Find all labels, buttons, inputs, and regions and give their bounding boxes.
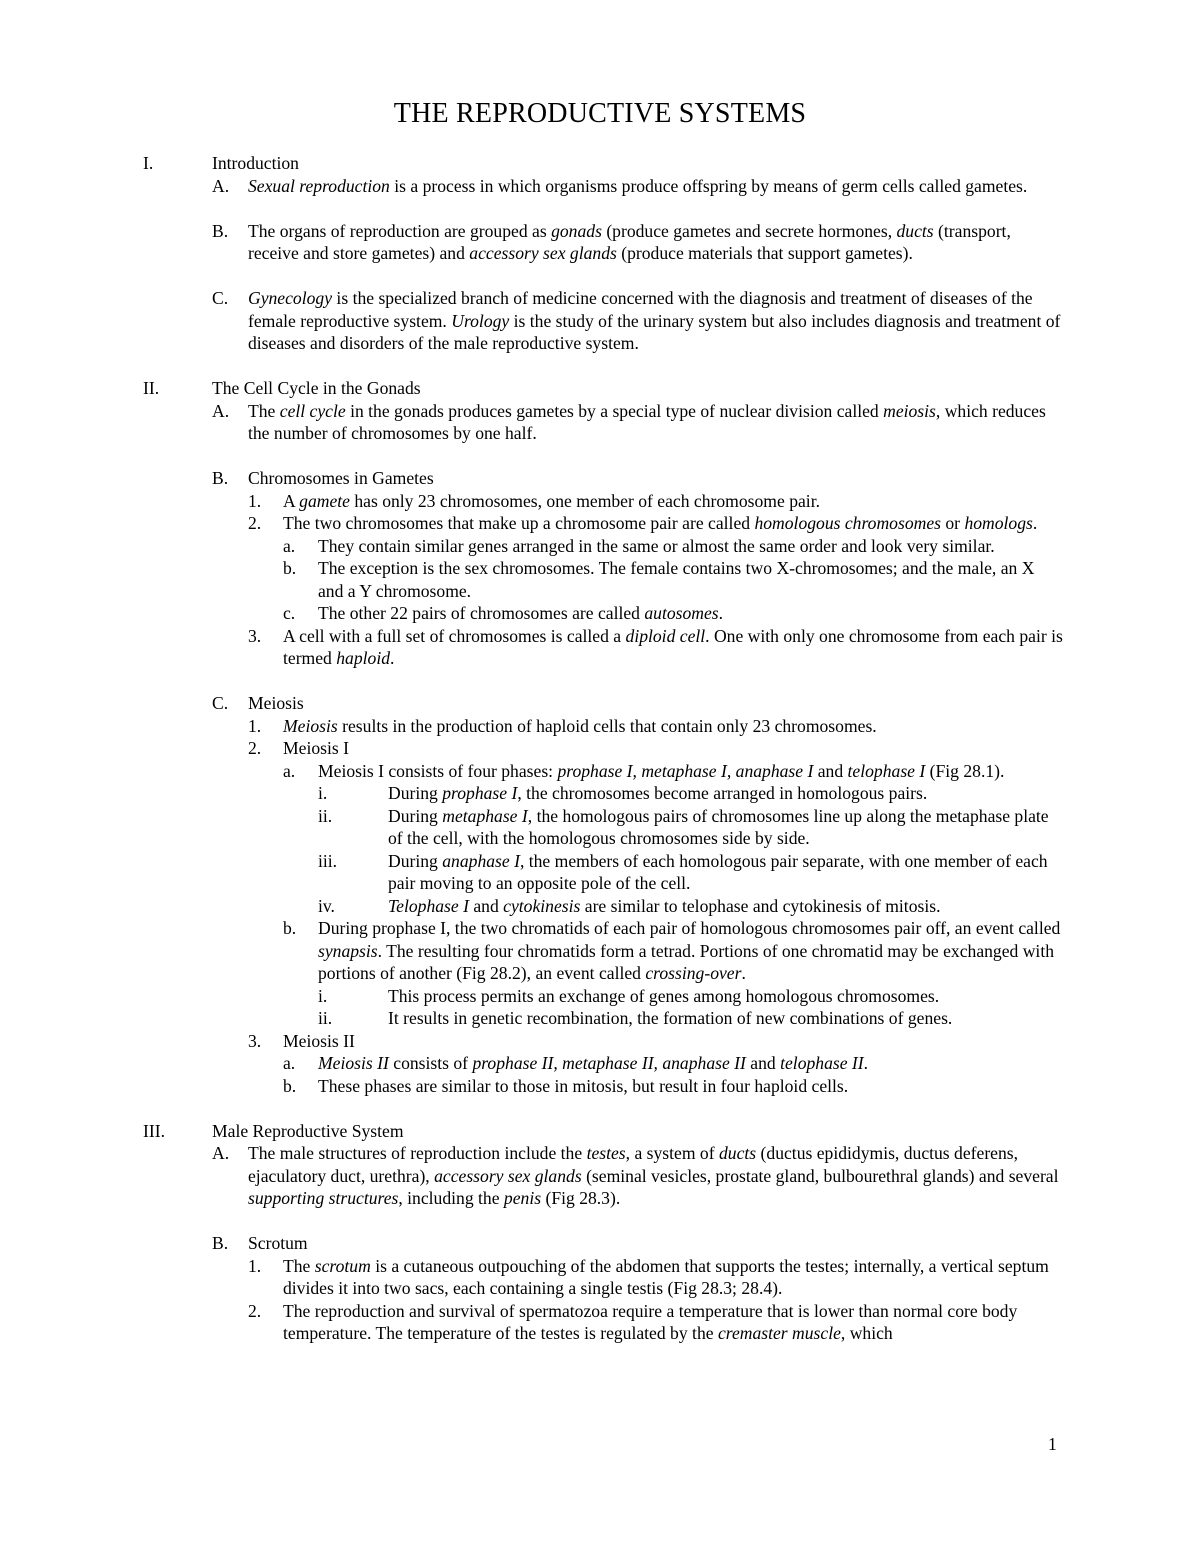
outline-text: During prophase I, the two chromatids of each pair of homologous chromosomes pair off, an event called synapsis. The resulting four chromatids form a tetrad. Portions of one chromatid may be exchanged with portions of another (Fig 28.2), an event called crossing-over. bbox=[318, 918, 1061, 983]
outline-section bbox=[143, 152, 1063, 175]
outline-item bbox=[143, 1300, 1063, 1345]
italic-term: testes bbox=[586, 1143, 626, 1163]
outline-item bbox=[143, 715, 1063, 738]
outline-subitem bbox=[143, 602, 1063, 625]
outline-text: Telophase I and cytokinesis are similar to telophase and cytokinesis of mitosis. bbox=[388, 895, 941, 916]
italic-term: metaphase I bbox=[442, 805, 528, 826]
outline-marker: I. bbox=[143, 153, 154, 173]
italic-term: autosomes bbox=[644, 603, 719, 623]
italic-term: accessory sex glands bbox=[469, 243, 617, 263]
outline-item bbox=[143, 490, 1063, 513]
blank-line bbox=[143, 265, 1063, 288]
outline-text: During prophase I, the chromosomes become arranged in homologous pairs. bbox=[388, 783, 928, 803]
outline-subitem bbox=[143, 535, 1063, 558]
outline-text: These phases are similar to those in mitosis, but result in four haploid cells. bbox=[318, 1075, 849, 1096]
italic-term: telophase I bbox=[847, 760, 926, 781]
outline-text: It results in genetic recombination, the formation of new combinations of genes. bbox=[388, 1008, 953, 1028]
blank-line bbox=[143, 197, 1063, 220]
outline-marker: B. bbox=[212, 220, 229, 241]
outline-marker: C. bbox=[212, 693, 229, 713]
italic-term: prophase II, metaphase II, anaphase II bbox=[472, 1053, 746, 1073]
italic-term: homologous chromosomes bbox=[754, 513, 941, 533]
outline-text: The other 22 pairs of chromosomes are called autosomes. bbox=[318, 603, 724, 623]
outline-text: Meiosis results in the production of haploid cells that contain only 23 chromosomes. bbox=[283, 715, 877, 736]
outline-text: This process permits an exchange of genes among homologous chromosomes. bbox=[388, 985, 940, 1006]
outline-text: Chromosomes in Gametes bbox=[248, 468, 434, 488]
outline-marker: 2. bbox=[248, 513, 262, 533]
outline-text: They contain similar genes arranged in the same or almost the same order and look very similar. bbox=[318, 535, 995, 556]
italic-term: ducts bbox=[896, 220, 934, 241]
outline-text: The cell cycle in the gonads produces gametes by a special type of nuclear division called meiosis, which reduces the number of chromosomes by one half. bbox=[248, 400, 1046, 443]
outline-text: During metaphase I, the homologous pairs of chromosomes line up along the metaphase plate of the cell, with the homologous chromosomes side by side. bbox=[388, 805, 1049, 848]
outline-marker: A. bbox=[212, 1143, 230, 1163]
outline-point bbox=[143, 805, 1063, 850]
outline-item bbox=[143, 625, 1063, 670]
outline-marker: 2. bbox=[248, 1300, 262, 1321]
outline-text: Male Reproductive System bbox=[212, 1120, 404, 1141]
outline-subsection bbox=[143, 220, 1063, 265]
document-title: THE REPRODUCTIVE SYSTEMS bbox=[393, 98, 807, 129]
italic-term: homologs bbox=[964, 513, 1033, 533]
blank-line bbox=[143, 355, 1063, 378]
outline-marker: B. bbox=[212, 468, 229, 488]
outline-marker: II. bbox=[143, 378, 160, 398]
outline-marker: a. bbox=[283, 760, 296, 781]
outline-subsection bbox=[143, 400, 1063, 445]
italic-term: gonads bbox=[551, 220, 602, 241]
italic-term: Meiosis bbox=[283, 715, 338, 736]
outline-item bbox=[143, 512, 1063, 535]
outline-marker: A. bbox=[212, 400, 230, 421]
outline-marker: C. bbox=[212, 288, 229, 308]
italic-term: supporting structures bbox=[248, 1188, 399, 1208]
outline-marker: b. bbox=[283, 918, 297, 938]
outline-marker: A. bbox=[212, 175, 230, 196]
outline-text: The reproduction and survival of spermatozoa require a temperature that is lower than normal core body temperature. The temperature of the testes is regulated by the cremaster muscle, which bbox=[283, 1300, 1018, 1343]
outline-marker: a. bbox=[283, 1053, 296, 1073]
outline-point bbox=[143, 782, 1063, 805]
italic-term: cell cycle bbox=[279, 400, 346, 421]
outline-text: A cell with a full set of chromosomes is called a diploid cell. One with only one chromosome from each pair is termed haploid. bbox=[283, 625, 1063, 668]
italic-term: meiosis bbox=[883, 400, 936, 421]
italic-term: scrotum bbox=[314, 1255, 371, 1276]
outline-subitem bbox=[143, 1075, 1063, 1098]
outline-point bbox=[143, 985, 1063, 1008]
outline-subitem bbox=[143, 557, 1063, 602]
outline-text: The male structures of reproduction include the testes, a system of ducts (ductus epididymis, ductus deferens, ejaculatory duct, urethra), accessory sex glands (seminal vesicles, prostate gland, bulbourethral glands) and several supporting structures, including the penis (Fig 28.3). bbox=[248, 1143, 1059, 1208]
outline-marker: 1. bbox=[248, 1255, 262, 1276]
italic-term: telophase II bbox=[780, 1053, 864, 1073]
blank-line bbox=[143, 445, 1063, 468]
italic-term: Meiosis II bbox=[318, 1053, 389, 1073]
italic-term: synapsis bbox=[318, 940, 378, 961]
italic-term: accessory sex glands bbox=[434, 1165, 582, 1186]
outline-marker: III. bbox=[143, 1120, 165, 1141]
outline-text: During anaphase I, the members of each homologous pair separate, with one member of each pair moving to an opposite pole of the cell. bbox=[388, 850, 1048, 893]
outline-text: Sexual reproduction is a process in which organisms produce offspring by means of germ cells called gametes. bbox=[248, 175, 1028, 196]
outline-subsection bbox=[143, 175, 1063, 198]
outline-text: The organs of reproduction are grouped as gonads (produce gametes and secrete hormones, ducts (transport, receive and store gametes) and accessory sex glands (produce materials that support gametes). bbox=[248, 220, 1011, 263]
page-number: 1 bbox=[1048, 1434, 1057, 1454]
outline-marker: ii. bbox=[318, 1008, 333, 1028]
outline-marker: b. bbox=[283, 1075, 297, 1096]
italic-term: prophase I bbox=[442, 783, 518, 803]
outline-marker: a. bbox=[283, 535, 296, 556]
blank-line bbox=[143, 670, 1063, 693]
italic-term: crossing-over bbox=[645, 963, 742, 983]
italic-term: Urology bbox=[451, 310, 510, 331]
outline-text: The Cell Cycle in the Gonads bbox=[212, 378, 421, 398]
outline-section bbox=[143, 1120, 1063, 1143]
outline-subsection bbox=[143, 1142, 1063, 1210]
outline-text: Meiosis I consists of four phases: prophase I, metaphase I, anaphase I and telophase I (Fig 28.1). bbox=[318, 760, 1005, 781]
outline-point bbox=[143, 850, 1063, 895]
italic-term: gamete bbox=[299, 490, 350, 511]
outline-subitem bbox=[143, 917, 1063, 985]
outline-content bbox=[143, 152, 1063, 1345]
outline-subitem bbox=[143, 1052, 1063, 1075]
outline-text: Meiosis I bbox=[283, 738, 349, 758]
outline-text: Gynecology is the specialized branch of medicine concerned with the diagnosis and treatment of diseases of the female reproductive system. Urology is the study of the urinary system but also includes diagnosis and treatment of diseases and disorders of the male reproductive system. bbox=[248, 288, 1061, 353]
outline-text: Scrotum bbox=[248, 1233, 308, 1253]
blank-line bbox=[143, 1210, 1063, 1233]
outline-subitem bbox=[143, 760, 1063, 783]
outline-marker: 3. bbox=[248, 1030, 262, 1051]
outline-text: Introduction bbox=[212, 153, 299, 173]
outline-subsection bbox=[143, 1232, 1063, 1255]
outline-marker: i. bbox=[318, 985, 328, 1006]
blank-line bbox=[143, 1097, 1063, 1120]
outline-section bbox=[143, 377, 1063, 400]
italic-term: penis bbox=[503, 1188, 542, 1208]
outline-marker: 3. bbox=[248, 625, 262, 646]
outline-marker: i. bbox=[318, 783, 328, 803]
italic-term: Gynecology bbox=[248, 288, 333, 308]
outline-point bbox=[143, 895, 1063, 918]
outline-text: The exception is the sex chromosomes. The female contains two X-chromosomes; and the male, an X and a Y chromosome. bbox=[318, 558, 1035, 601]
outline-marker: c. bbox=[283, 603, 296, 623]
outline-item bbox=[143, 1255, 1063, 1300]
outline-text: A gamete has only 23 chromosomes, one member of each chromosome pair. bbox=[283, 490, 820, 511]
outline-subsection bbox=[143, 467, 1063, 490]
italic-term: prophase I, metaphase I, anaphase I bbox=[557, 760, 814, 781]
outline-item bbox=[143, 1030, 1063, 1053]
outline-text: Meiosis bbox=[248, 693, 304, 713]
outline-text: The two chromosomes that make up a chromosome pair are called homologous chromosomes or homologs. bbox=[283, 513, 1038, 533]
outline-point bbox=[143, 1007, 1063, 1030]
outline-text: The scrotum is a cutaneous outpouching of the abdomen that supports the testes; internally, a vertical septum divides it into two sacs, each containing a single testis (Fig 28.3; 28.4). bbox=[283, 1255, 1049, 1298]
outline-marker: iii. bbox=[318, 850, 338, 871]
outline-text: Meiosis II consists of prophase II, metaphase II, anaphase II and telophase II. bbox=[318, 1053, 869, 1073]
outline-marker: b. bbox=[283, 558, 297, 578]
outline-marker: 1. bbox=[248, 490, 262, 511]
outline-subsection bbox=[143, 287, 1063, 355]
italic-term: anaphase I bbox=[442, 850, 520, 871]
italic-term: haploid bbox=[336, 648, 391, 668]
italic-term: cremaster muscle bbox=[717, 1323, 841, 1343]
outline-marker: iv. bbox=[318, 895, 335, 916]
italic-term: diploid cell bbox=[625, 625, 706, 646]
italic-term: ducts bbox=[719, 1143, 757, 1163]
italic-term: Telophase I bbox=[388, 895, 469, 916]
outline-text: Meiosis II bbox=[283, 1030, 355, 1051]
italic-term: cytokinesis bbox=[503, 895, 581, 916]
outline-item bbox=[143, 737, 1063, 760]
outline-marker: ii. bbox=[318, 805, 333, 826]
outline-marker: 2. bbox=[248, 738, 262, 758]
italic-term: Sexual reproduction bbox=[248, 175, 390, 196]
outline-marker: B. bbox=[212, 1233, 229, 1253]
outline-subsection bbox=[143, 692, 1063, 715]
outline-marker: 1. bbox=[248, 715, 262, 736]
